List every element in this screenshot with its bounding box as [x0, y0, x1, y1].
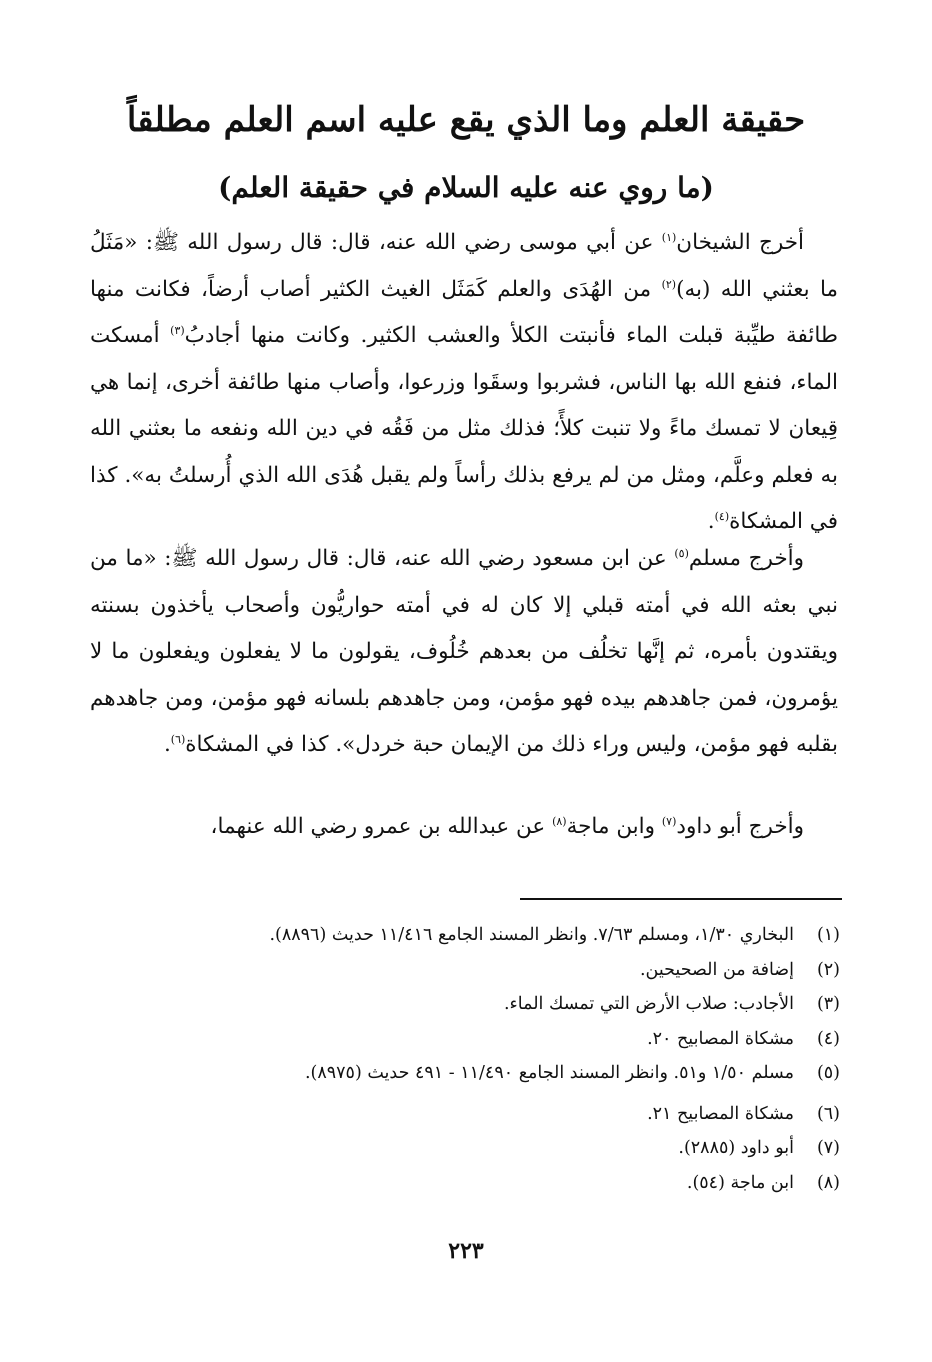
text-run: أخرج الشيخان [676, 230, 805, 255]
footnote-text: مسلم ١/٥٠ و٥١. وانظر المسند الجامع ١١/٤٩٠ - ٤٩١ حديث (٨٩٧٥). [304, 1063, 794, 1083]
text-run: . [707, 509, 715, 534]
chapter-title: حقيقة العلم وما الذي يقع عليه اسم العلم مطلقاً [126, 100, 806, 140]
text-run: وابن ماجة [566, 814, 662, 839]
footnote-number: (٥) [816, 1063, 840, 1083]
footnote-number: (٢) [816, 959, 840, 980]
footnote-ref-4: (٤) [714, 509, 730, 523]
footnote-text: ابن ماجة (٥٤). [686, 1172, 794, 1193]
footnote-item [80, 1097, 840, 1132]
text-run: وأخرج أبو داود [676, 814, 804, 839]
footnote-number: (٨) [816, 1172, 840, 1193]
footnote-text: البخاري ١/٣٠، ومسلم ٧/٦٣. وانظر المسند الجامع ١١/٤١٦ حديث (٨٨٩٦). [269, 925, 794, 945]
footnote-text: إضافة من الصحيحين. [639, 959, 794, 980]
footnote-number: (٦) [816, 1103, 840, 1124]
text-run: أمسكت الماء، فنفع الله بها الناس، فشربوا وسقَوا وزرعوا، وأصاب منها طائفة أخرى، إنما هي قِيعان لا تمسك ماءً ولا تنبت كلأً؛ فذلك مثل من فَقُه في دين الله ونفعه ما بعثني الله به فعلم وعلَّم، ومثل من لم يرفع بذلك رأساً ولم يقبل هُدَى الله الذي أُرسلتُ به». كذا في المشكاة [90, 323, 838, 534]
footnote-ref-1: (١) [661, 230, 677, 244]
footnote-item [80, 1022, 840, 1057]
footnote-text: مشكاة المصابيح ٢١. [647, 1103, 794, 1124]
footnote-ref-8: (٨) [552, 814, 567, 828]
footnote-ref-3: (٣) [170, 323, 185, 337]
footnote-ref-6: (٦) [170, 732, 186, 746]
footnote-number: (٧) [816, 1138, 840, 1158]
footnote-ref-7: (٧) [661, 814, 677, 828]
section-subtitle: (ما روي عنه عليه السلام في حقيقة العلم) [218, 171, 714, 204]
footnote-item [80, 1166, 840, 1201]
footnote-item [80, 1131, 840, 1166]
text-run: عن أبي موسى رضي الله عنه، قال: قال رسول الله ﷺ: «مَثَلُ ما بعثني الله (به) [90, 230, 839, 302]
page-number: ٢٢٣ [448, 1238, 484, 1264]
footnote-number: (١) [816, 925, 840, 945]
paragraph-3 [90, 804, 838, 851]
footnote-ref-2: (٢) [661, 277, 677, 291]
paragraph-1 [90, 220, 838, 546]
footnote-item [80, 918, 840, 953]
footnote-item [80, 1056, 840, 1091]
footnote-text: مشكاة المصابيح ٢٠. [647, 1028, 794, 1049]
text-run: من الهُدَى والعلم كَمَثَل الغيث الكثير أصاب أرضاً، فكانت منها طائفة طيِّبة قبلت الماء فأنبتت الكلأ والعشب الكثير. وكانت منها أجادبُ [90, 276, 838, 348]
footnote-text: أبو داود (٢٨٨٥). [678, 1138, 794, 1158]
footnote-text: الأجادب: صلاب الأرض التي تمسك الماء. [503, 994, 794, 1014]
footnotes-list [80, 918, 840, 1200]
footnote-ref-5: (٥) [674, 546, 689, 560]
footnote-number: (٤) [816, 1028, 840, 1049]
text-run: عن عبدالله بن عمرو رضي الله عنهما، [210, 814, 553, 839]
footnote-number: (٣) [816, 994, 840, 1014]
footnote-item [80, 953, 840, 988]
text-run: وأخرج مسلم [688, 546, 804, 571]
text-run: . [163, 732, 171, 757]
text-run: عن ابن مسعود رضي الله عنه، قال: قال رسول الله ﷺ: «ما من نبي بعثه الله في أمته قبلي إلا كان له في أمته حواريُّون وأصحاب يأخذون بسنته ويقتدون بأمره، ثم إنَّها تخلُف من بعدهم خُلُوف، يقولون ما لا يفعلون ويفعلون ما لا يؤمرون، فمن جاهدهم بيده فهو مؤمن، ومن جاهدهم بلسانه فهو مؤمن، ومن جاهدهم بقلبه فهو مؤمن، وليس وراء ذلك من الإيمان حبة خردل». كذا في المشكاة [90, 546, 838, 757]
footnote-item [80, 987, 840, 1022]
footnote-divider [520, 898, 842, 900]
paragraph-2 [90, 536, 838, 769]
